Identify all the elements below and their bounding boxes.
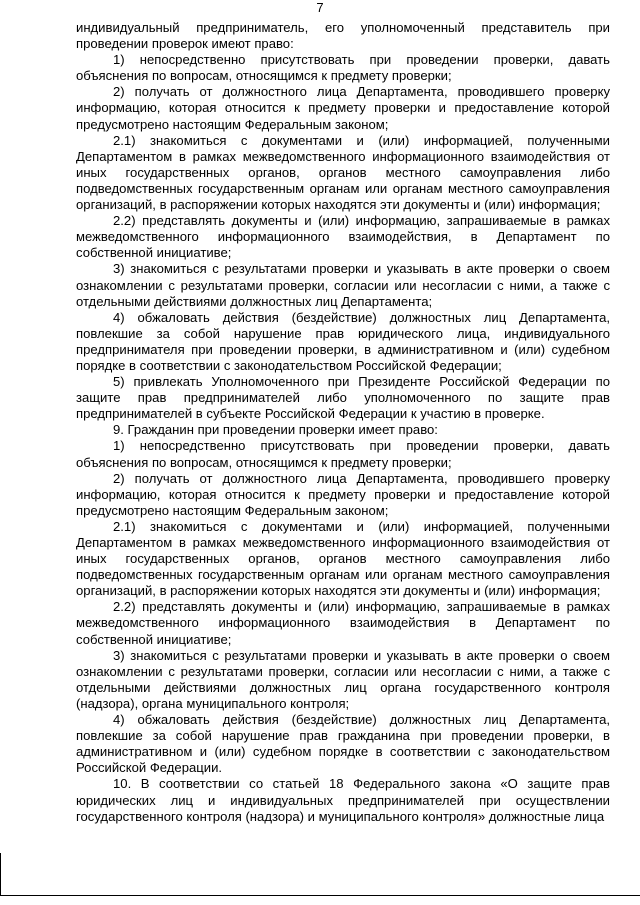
paragraph: 2.2) представлять документы и (или) информацию, запрашиваемые в рамках межведомственного информационного взаимодействия, в Департамент по собственной инициативе; — [76, 213, 610, 261]
paragraph: 2.1) знакомиться с документами и (или) информацией, полученными Департаментом в рамках межведомственного информационного взаимодействия от иных государственных органов, органов местного самоуправления либо подведомственных государственным органам или органам местного самоуправления организаций, в распоряжении которых находятся эти документы и (или) информация; — [76, 132, 610, 213]
paragraph: 3) знакомиться с результатами проверки и указывать в акте проверки о своем ознакомлении с результатами проверки, согласии или несогласии с ними, а также с отдельными действиями должностных лиц органа государственного контроля (надзора), органа муниципального контроля; — [76, 647, 610, 711]
page-number: 7 — [316, 0, 324, 15]
paragraph: 2) получать от должностного лица Департамента, проводившего проверку информацию, которая относится к предмету проверки и предоставление которой предусмотрено настоящим Федеральным законом; — [76, 84, 610, 132]
scan-border-left — [0, 853, 1, 895]
paragraph: 2.1) знакомиться с документами и (или) информацией, полученными Департаментом в рамках межведомственного информационного взаимодействия от иных государственных органов, органов местного самоуправления либо подведомственных государственным органам или органам местного самоуправления организаций, в распоряжении которых находятся эти документы и (или) информация; — [76, 518, 610, 599]
paragraph: 1) непосредственно присутствовать при проведении проверки, давать объяснения по вопросам, относящимся к предмету проверки; — [76, 438, 610, 470]
paragraph: 2.2) представлять документы и (или) информацию, запрашиваемые в рамках межведомственного информационного взаимодействия в Департамент по собственной инициативе; — [76, 599, 610, 647]
scan-border-bottom — [0, 895, 640, 896]
paragraph: индивидуальный предприниматель, его уполномоченный представитель при проведении проверок имеют право: — [76, 20, 610, 52]
section-heading: 9. Гражданин при проведении проверки имеет право: — [113, 422, 438, 438]
paragraph: 5) привлекать Уполномоченного при Президенте Российской Федерации по защите прав предпринимателей либо уполномоченного по защите прав предпринимателей в субъекте Российской Федерации к участию в проверке. — [76, 374, 610, 422]
body-text — [76, 20, 610, 825]
paragraph: 3) знакомиться с результатами проверки и указывать в акте проверки о своем ознакомлении с результатами проверки, согласии или несогласии с ними, а также с отдельными действиями должностных лиц Департамента; — [76, 261, 610, 309]
paragraph: 1) непосредственно присутствовать при проведении проверки, давать объяснения по вопросам, относящимся к предмету проверки; — [76, 52, 610, 84]
paragraph: 2) получать от должностного лица Департамента, проводившего проверку информацию, которая относится к предмету проверки и предоставление которой предусмотрено настоящим Федеральным законом; — [76, 470, 610, 518]
paragraph: 4) обжаловать действия (бездействие) должностных лиц Департамента, повлекшие за собой нарушение прав гражданина при проведении проверки, в административном и (или) судебном порядке в соответствии с законодательством Российской Федерации. — [76, 712, 610, 776]
paragraph: 10. В соответствии со статьей 18 Федерального закона «О защите прав юридических лиц и индивидуальных предпринимателей при осуществлении государственного контроля (надзора) и муниципального контроля» должностные лица — [76, 776, 610, 824]
paragraph: 4) обжаловать действия (бездействие) должностных лиц Департамента, повлекшие за собой нарушение прав юридического лица, индивидуального предпринимателя при проведении проверки, в административном и (или) судебном порядке в соответствии с законодательством Российской Федерации; — [76, 309, 610, 373]
